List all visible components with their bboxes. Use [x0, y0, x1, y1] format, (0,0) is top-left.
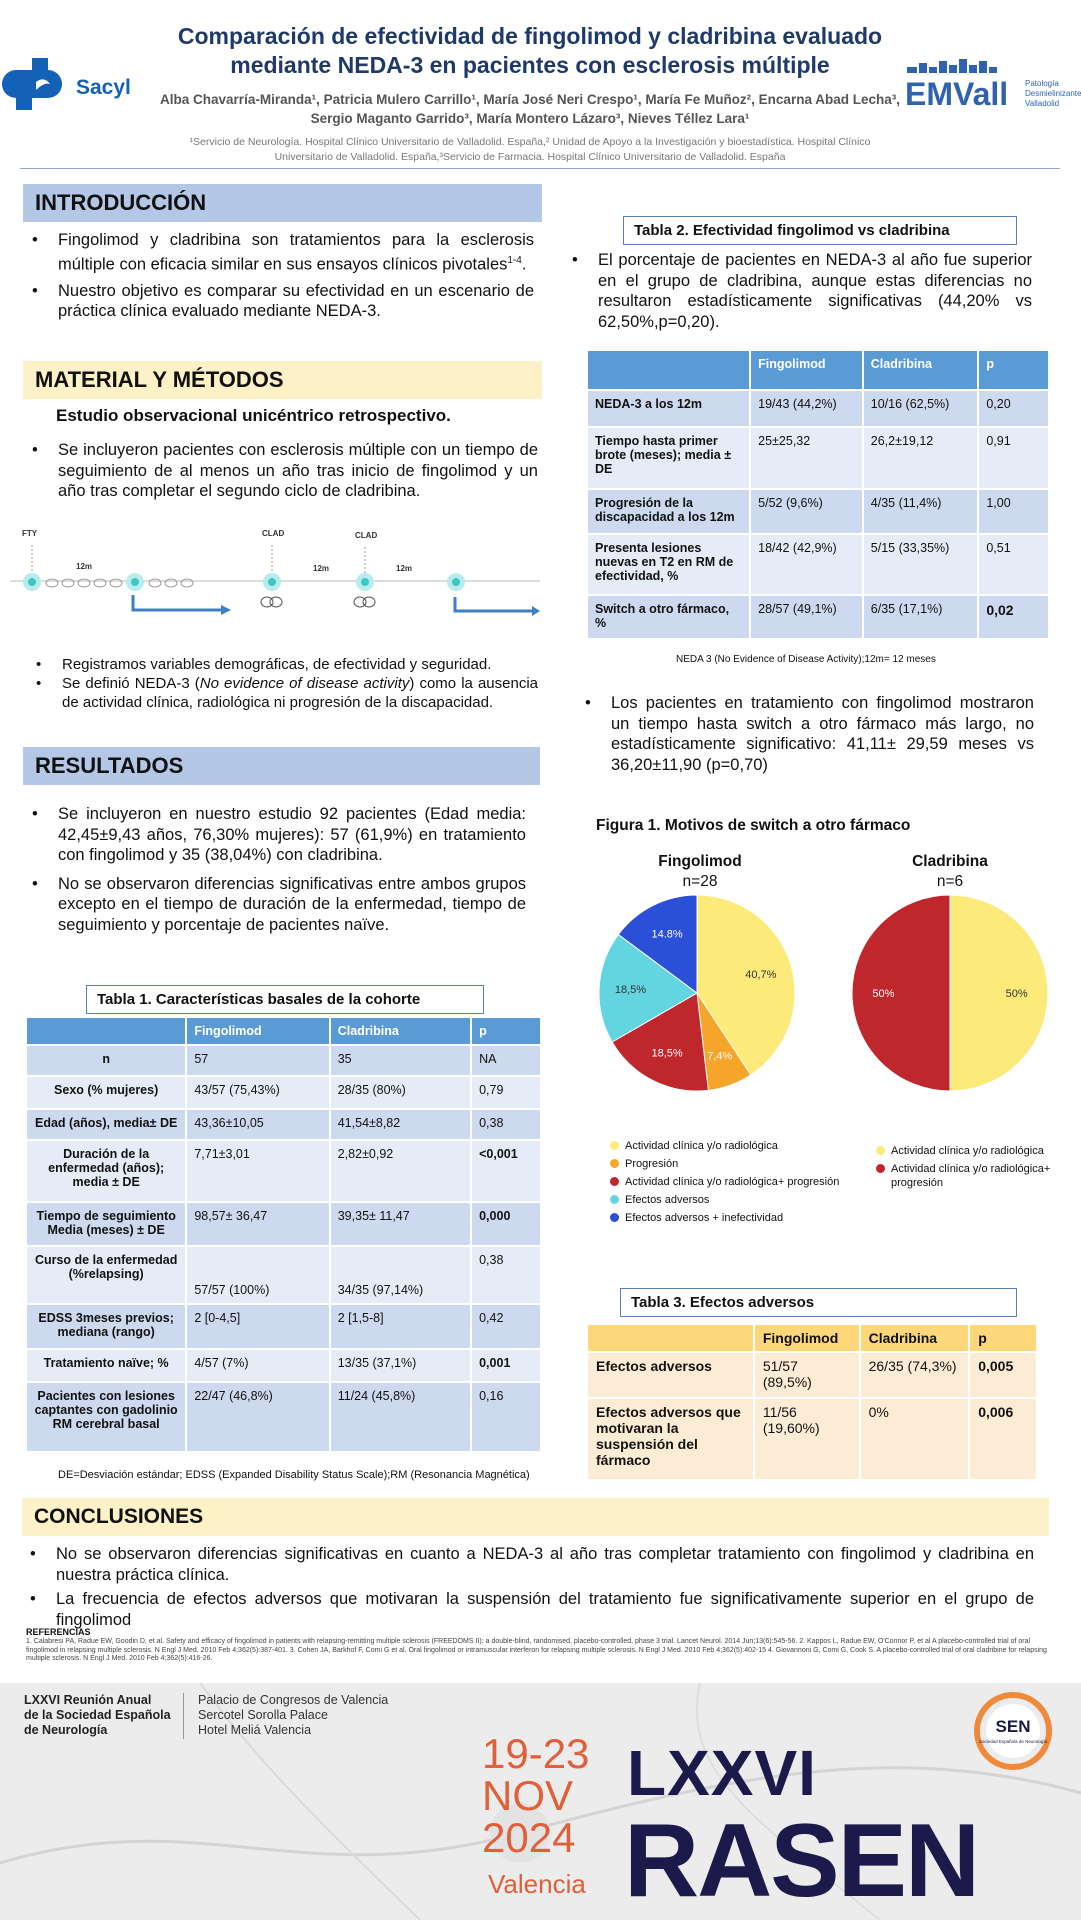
emvall-sub-2: Desmielinizante — [1025, 89, 1081, 98]
table1-cell: 0,38 — [471, 1109, 541, 1140]
cladribina-pie-slice — [950, 895, 1048, 1091]
table2-cell: 1,00 — [978, 489, 1049, 534]
table1-cell: <0,001 — [471, 1140, 541, 1202]
meeting-line: LXXVI Reunión Anual — [24, 1693, 152, 1707]
conclusions-body — [24, 1544, 1034, 1630]
authors: Alba Chavarría-Miranda¹, Patricia Mulero Carrillo¹, María José Neri Crespo¹, María Fe Muñoz², Encarna Abad Lecha³, Sergio Maganto Garrido³, María Montero Lázaro³, Nieves Téllez Lara¹ — [160, 92, 900, 126]
table2-label: NEDA-3 a los 12m — [587, 390, 750, 427]
table1-cell: 98,57± 36,47 — [186, 1202, 329, 1246]
congress-dates — [482, 1730, 590, 1861]
legend-dot — [610, 1213, 619, 1222]
table1-label: Duración de la enfermedad (años); media ± DE — [26, 1140, 186, 1202]
table2-bullet: • El porcentaje de pacientes en NEDA-3 al año fue superior en el grupo de cladribina, aunque estas diferencias no resultaron estadísticamente significativas (44,20% vs 62,50%,p=0,20). — [566, 250, 1032, 332]
methods-bullet-2: • Registramos variables demográficas, de efectividad y seguridad. — [30, 655, 538, 674]
table3-header-cell: Cladribina — [860, 1324, 970, 1352]
intro-bullet-2: • Nuestro objetivo es comparar su efectividad en un escenario de práctica clínica evaluado mediante NEDA-3. — [26, 281, 534, 322]
m12-label-2: 12m — [313, 564, 330, 573]
table3-header-cell: p — [969, 1324, 1037, 1352]
fingolimod-pie — [599, 895, 795, 1091]
results-body — [26, 804, 526, 935]
table1-cell: 22/47 (46,8%) — [186, 1382, 329, 1452]
table3-header-cell — [587, 1324, 754, 1352]
table1-cell: NA — [471, 1045, 541, 1076]
banner-big-1: LXXVI — [627, 1737, 817, 1809]
table3-cell: 51/57 (89,5%) — [754, 1352, 860, 1398]
switch-time-bullet: • Los pacientes en tratamiento con fingolimod mostraron un tiempo hasta switch a otro fármaco más largo, no estadísticamente significativo: 41,11± 29,59 meses vs 36,20±11,90 (p=0,70) — [579, 693, 1034, 775]
m12-label-1: 12m — [76, 562, 93, 571]
table2-intro — [566, 250, 1032, 332]
table1-cell: 2 [1,5-8] — [330, 1304, 471, 1349]
references-heading: REFERENCIAS — [26, 1627, 91, 1637]
footer-divider — [183, 1693, 184, 1739]
emvall-logo — [905, 57, 1081, 119]
table-row — [26, 1140, 541, 1202]
table2-cell: 10/16 (62,5%) — [863, 390, 979, 427]
table1-cell: 28/35 (80%) — [330, 1076, 471, 1109]
legend-label: Actividad clínica y/o radiológica+ progresión — [891, 1163, 1051, 1189]
results-heading: RESULTADOS — [23, 747, 540, 785]
table3-cell: 0,006 — [969, 1398, 1037, 1480]
table2-cell: 5/52 (9,6%) — [750, 489, 863, 534]
table3-header-cell: Fingolimod — [754, 1324, 860, 1352]
affiliations: ¹Servicio de Neurología. Hospital Clínico Universitario de Valladolid. España,² Unidad de Apoyo a la Investigación y bioestadística. Hospital Clínico Universitario de Valladolid. España,³Servicio de Farmacia. Hospital Clínico Universitario de Valladolid. España — [189, 136, 871, 163]
table2-header-cell: p — [978, 350, 1049, 390]
month-text: NOV — [482, 1772, 574, 1819]
table1-cell: 34/35 (97,14%) — [330, 1246, 471, 1304]
clad-label-2: CLAD — [355, 531, 378, 540]
table1-header-row — [26, 1017, 541, 1045]
intro-heading: INTRODUCCIÓN — [23, 184, 542, 222]
fingolimod-pie-slice-label: 7,4% — [707, 1050, 733, 1063]
table-row — [587, 390, 1049, 427]
table3-caption: Tabla 3. Efectos adversos — [620, 1288, 1017, 1317]
figure1-pies — [590, 895, 1060, 1105]
table2-header-cell: Cladribina — [863, 350, 979, 390]
table1-header-cell — [26, 1017, 186, 1045]
cladribina-pie — [852, 895, 1048, 1091]
legend-item — [610, 1193, 850, 1207]
methods-bullet-1: • Se incluyeron pacientes con esclerosis múltiple con un tiempo de seguimiento de al menos un año tras inicio de fingolimod y un año tras completar el segundo ciclo de cladribina. — [26, 440, 538, 502]
table-row — [26, 1076, 541, 1109]
intro-body — [26, 230, 534, 322]
table2-cell: 4/35 (11,4%) — [863, 489, 979, 534]
fingolimod-pie-slice-label: 40,7% — [745, 968, 777, 981]
table-row — [587, 1398, 1037, 1480]
year-text: 2024 — [482, 1814, 576, 1861]
table2-label: Switch a otro fármaco, % — [587, 595, 750, 639]
sacyl-logo-text: Sacyl — [76, 76, 131, 99]
table2-cell: 19/43 (44,2%) — [750, 390, 863, 427]
table1-cell: 0,000 — [471, 1202, 541, 1246]
table-row — [26, 1304, 541, 1349]
table-row — [587, 489, 1049, 534]
figure1-legend-left — [610, 1139, 850, 1229]
table1-cell: 7,71±3,01 — [186, 1140, 329, 1202]
table1-header-cell: p — [471, 1017, 541, 1045]
table1-cell: 13/35 (37,1%) — [330, 1349, 471, 1382]
table1-cell: 0,79 — [471, 1076, 541, 1109]
dates-text: 19-23 — [482, 1730, 590, 1777]
table3-header-row — [587, 1324, 1037, 1352]
table1-label: Pacientes con lesiones captantes con gadolinio RM cerebral basal — [26, 1382, 186, 1452]
congress-city: Valencia — [488, 1869, 586, 1899]
conclusions-bullet-1: • No se observaron diferencias significativas en cuanto a NEDA-3 al año tras completar tratamiento con fingolimod y cladribina en nuestra práctica clínica. — [24, 1544, 1034, 1585]
figure1-title: Figura 1. Motivos de switch a otro fármaco — [596, 817, 911, 834]
fingolimod-pie-slice-label: 14.8% — [651, 928, 683, 941]
sen-logo — [967, 1691, 1059, 1771]
table2-cell: 5/15 (33,35%) — [863, 534, 979, 595]
table2-cell: 0,02 — [978, 595, 1049, 639]
table3-label: Efectos adversos — [587, 1352, 754, 1398]
table1-cell: 2,82±0,92 — [330, 1140, 471, 1202]
legend-item — [610, 1211, 850, 1225]
table1-cell: 43,36±10,05 — [186, 1109, 329, 1140]
legend-label: Progresión — [625, 1158, 679, 1170]
header-divider — [20, 168, 1060, 169]
meeting-name — [24, 1693, 171, 1738]
emvall-logo-text: EMVall — [905, 76, 1009, 112]
methods-body-2 — [30, 655, 538, 712]
table1-cell: 43/57 (75,43%) — [186, 1076, 329, 1109]
cladribina-pie-name: Cladribina — [912, 853, 988, 870]
table3-cell: 11/56 (19,60%) — [754, 1398, 860, 1480]
methods-heading: MATERIAL Y MÉTODOS — [23, 361, 542, 399]
legend-item — [876, 1162, 1056, 1190]
fingolimod-pie-name: Fingolimod — [658, 853, 742, 870]
table3-label: Efectos adversos que motivaran la suspensión del fármaco — [587, 1398, 754, 1480]
legend-dot — [610, 1141, 619, 1150]
switch-time-text — [579, 693, 1034, 775]
fingolimod-pie-slice-label: 18,5% — [651, 1047, 683, 1060]
table-row — [26, 1382, 541, 1452]
poster-title: Comparación de efectividad de fingolimod y cladribina evaluado mediante NEDA-3 en pacientes con esclerosis múltiple — [177, 23, 883, 78]
legend-dot — [876, 1146, 885, 1155]
table1-header-cell: Cladribina — [330, 1017, 471, 1045]
table-row — [26, 1109, 541, 1140]
table1-label: Curso de la enfermedad (%relapsing) — [26, 1246, 186, 1304]
table2-cell: 0,51 — [978, 534, 1049, 595]
table2-caption: Tabla 2. Efectividad fingolimod vs cladribina — [623, 216, 1017, 245]
table1-cell: 0,38 — [471, 1246, 541, 1304]
table3 — [586, 1323, 1038, 1481]
cladribina-pie-title — [850, 852, 1050, 892]
table1-label: Edad (años), media± DE — [26, 1109, 186, 1140]
cladribina-pie-slice-label: 50% — [872, 988, 895, 1000]
fingolimod-pie-slice-label: 18,5% — [614, 984, 647, 997]
table1-cell: 2 [0-4,5] — [186, 1304, 329, 1349]
legend-label: Actividad clínica y/o radiológica — [625, 1140, 778, 1152]
table2-label: Progresión de la discapacidad a los 12m — [587, 489, 750, 534]
table1-label: EDSS 3meses previos; mediana (rango) — [26, 1304, 186, 1349]
legend-dot — [610, 1177, 619, 1186]
table-row — [587, 427, 1049, 489]
results-bullet-2: • No se observaron diferencias significativas entre ambos grupos excepto en el tiempo de duración de la enfermedad, tiempo de seguimiento y porcentaje de pacientes naïve. — [26, 874, 526, 936]
table1 — [25, 1016, 542, 1453]
m12-label-3: 12m — [396, 564, 413, 573]
table-row — [587, 534, 1049, 595]
table2-label: Tiempo hasta primer brote (meses); media ± DE — [587, 427, 750, 489]
table1-cell: 0,16 — [471, 1382, 541, 1452]
results-bullet-1: • Se incluyeron en nuestro estudio 92 pacientes (Edad media: 42,45±9,43 años, 76,30% mujeres): 57 (61,9%) en tratamiento con fingolimod y 35 (38,04%) con cladribina. — [26, 804, 526, 866]
table1-footnote: DE=Desviación estándar; EDSS (Expanded Disability Status Scale);RM (Resonancia Magnética) — [58, 1469, 530, 1481]
table1-cell: 0,42 — [471, 1304, 541, 1349]
table2-cell: 6/35 (17,1%) — [863, 595, 979, 639]
study-design-diagram — [10, 525, 540, 630]
venue-line: Palacio de Congresos de Valencia — [198, 1693, 389, 1707]
table2-cell: 18/42 (42,9%) — [750, 534, 863, 595]
table1-caption: Tabla 1. Características basales de la cohorte — [86, 985, 484, 1014]
legend-dot — [610, 1159, 619, 1168]
fty-label: FTY — [22, 529, 38, 538]
legend-label: Actividad clínica y/o radiológica — [891, 1145, 1044, 1157]
legend-item — [610, 1139, 850, 1153]
table2-cell: 25±25,32 — [750, 427, 863, 489]
figure1-legend-right — [876, 1144, 1056, 1194]
banner-big-2: RASEN — [624, 1803, 979, 1919]
table1-cell: 11/24 (45,8%) — [330, 1382, 471, 1452]
table1-label: n — [26, 1045, 186, 1076]
table2-label: Presenta lesiones nuevas en T2 en RM de efectividad, % — [587, 534, 750, 595]
table1-cell: 57/57 (100%) — [186, 1246, 329, 1304]
methods-body — [26, 440, 538, 502]
cladribina-pie-n: n=6 — [936, 873, 964, 890]
table3-cell: 0% — [860, 1398, 970, 1480]
emvall-sub-1: Patología — [1025, 79, 1059, 88]
table-row — [26, 1246, 541, 1304]
conclusions-bullet-2: • La frecuencia de efectos adversos que motivaran la suspensión del tratamiento fue significativamente superior en el grupo de fingolimod — [24, 1589, 1034, 1630]
sen-logo-text: SEN — [995, 1717, 1031, 1736]
table2 — [586, 349, 1050, 640]
table-row — [587, 1352, 1037, 1398]
legend-label: Efectos adversos — [625, 1194, 710, 1206]
table-row — [26, 1045, 541, 1076]
table2-cell: 0,91 — [978, 427, 1049, 489]
venue-line: Hotel Meliá Valencia — [198, 1723, 312, 1737]
table1-header-cell: Fingolimod — [186, 1017, 329, 1045]
conclusions-heading: CONCLUSIONES — [22, 1498, 1049, 1536]
table1-label: Sexo (% mujeres) — [26, 1076, 186, 1109]
venue-line: Sercotel Sorolla Palace — [198, 1708, 328, 1722]
table2-cell: 0,20 — [978, 390, 1049, 427]
legend-dot — [610, 1195, 619, 1204]
table-row — [26, 1202, 541, 1246]
fingolimod-pie-title — [605, 852, 795, 892]
methods-subheading: Estudio observacional unicéntrico retrospectivo. — [56, 406, 451, 425]
table2-cell: 26,2±19,12 — [863, 427, 979, 489]
cladribina-pie-slice-label: 50% — [1005, 988, 1028, 1000]
meeting-line: de Neurología — [24, 1723, 108, 1737]
venues — [198, 1693, 388, 1738]
table2-header-cell — [587, 350, 750, 390]
table3-cell: 26/35 (74,3%) — [860, 1352, 970, 1398]
legend-dot — [876, 1164, 885, 1173]
table2-footnote: NEDA 3 (No Evidence of Disease Activity);12m= 12 meses — [676, 654, 936, 665]
intro-bullet-1: • Fingolimod y cladribina son tratamientos para la esclerosis múltiple con eficacia similar en sus ensayos clínicos pivotales$^{1-4}$. — [26, 230, 534, 275]
congress-banner — [0, 1683, 1081, 1920]
table2-cell: 28/57 (49,1%) — [750, 595, 863, 639]
legend-label: Actividad clínica y/o radiológica+ progresión — [625, 1176, 840, 1188]
methods-bullet-3: • Se definió NEDA-3 (No evidence of disease activity) como la ausencia de actividad clínica, radiológica ni progresión de la discapacidad. — [30, 674, 538, 712]
emvall-sub-3: Valladolid — [1025, 99, 1060, 108]
table-row — [587, 595, 1049, 639]
table1-cell: 57 — [186, 1045, 329, 1076]
table2-header-cell: Fingolimod — [750, 350, 863, 390]
table1-cell: 39,35± 11,47 — [330, 1202, 471, 1246]
legend-item — [610, 1175, 850, 1189]
table-row — [26, 1349, 541, 1382]
fingolimod-pie-n: n=28 — [682, 873, 718, 890]
sen-logo-sub: Sociedad Española de Neurología — [978, 1739, 1048, 1744]
clad-label-1: CLAD — [262, 529, 285, 538]
table3-cell: 0,005 — [969, 1352, 1037, 1398]
table1-cell: 4/57 (7%) — [186, 1349, 329, 1382]
legend-item — [610, 1157, 850, 1171]
cladribina-pie-slice — [852, 895, 950, 1091]
table1-label: Tiempo de seguimiento Media (meses) ± DE — [26, 1202, 186, 1246]
table2-header-row — [587, 350, 1049, 390]
table1-cell: 0,001 — [471, 1349, 541, 1382]
legend-label: Efectos adversos + inefectividad — [625, 1212, 784, 1224]
table1-cell: 41,54±8,82 — [330, 1109, 471, 1140]
sacyl-logo — [6, 52, 136, 116]
meeting-line: de la Sociedad Española — [24, 1708, 171, 1722]
table1-cell: 35 — [330, 1045, 471, 1076]
legend-item — [876, 1144, 1056, 1158]
references-text: 1. Calabresi PA, Radue EW, Goodin D, et al. Safety and efficacy of fingolimod in patients with relapsing-remitting multiple sclerosis (FREEDOMS II): a double-blind, randomised, placebo-controlled, phase 3 trial. Lancet Neurol. 2014 Jun;13(6):545-56. 2. Kappos L, Radue EW, O'Connor P, et al A placebo-controlled trial of oral fingolimod in relapsing multiple sclerosis. N Engl J Med. 2010 Feb 4;362(5):387-401. 3. Cohen JA, Barkhof F, Comi G et al. Oral fingolimod or intramuscular interferon for relapsing multiple sclerosis. N Engl J Med. 2010 Feb 4;362(5):402-15 4. Giovannoni G, Comi G, Cook S. A placebo-controlled trial of oral cladribine for relapsing multiple sclerosis. N Engl J Med. 2010 Feb 4;362(5):416-26. — [26, 1638, 1047, 1662]
table1-label: Tratamiento naïve; % — [26, 1349, 186, 1382]
